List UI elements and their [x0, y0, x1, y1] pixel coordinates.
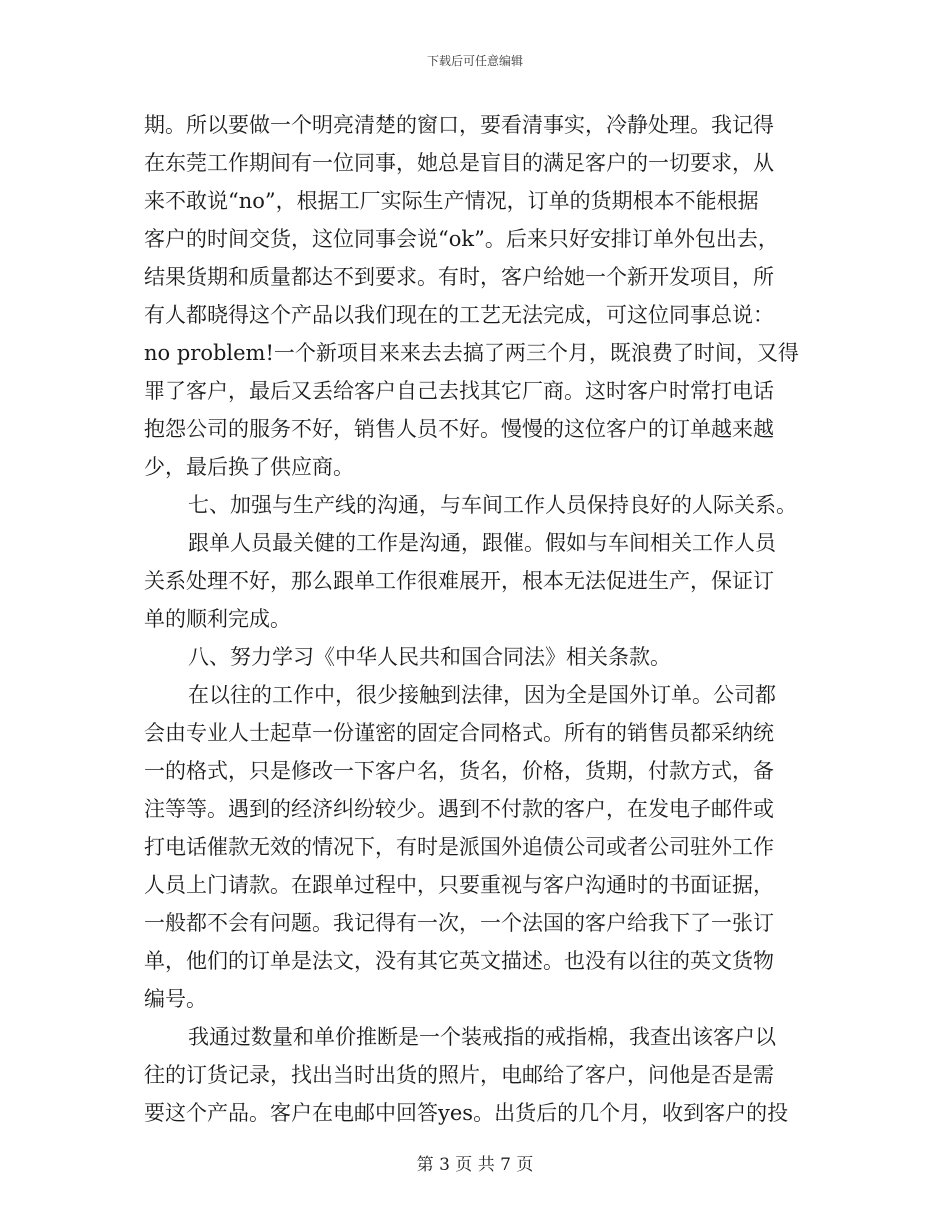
body-line: 单的顺利完成。 — [144, 607, 291, 631]
body-line: 一的格式，只是修改一下客户名，货名，价格，货期，付款方式，备 — [144, 759, 774, 783]
body-line: 会由专业人士起草一份谨密的固定合同格式。所有的销售员都采纳统 — [144, 721, 774, 745]
body-line: 我通过数量和单价推断是一个装戒指的戒指棉，我查出该客户以 — [188, 1025, 776, 1049]
body-line: 期。所以要做一个明亮清楚的窗口，要看清事实，冷静处理。我记得 — [144, 113, 774, 137]
body-line: 抱怨公司的服务不好，销售人员不好。慢慢的这位客户的订单越来越 — [144, 417, 774, 441]
body-line: 注等等。遇到的经济纠纷较少。遇到不付款的客户，在发电子邮件或 — [144, 797, 774, 821]
body-line: 客户的时间交货，这位同事会说“ok”。后来只好安排订单外包出去， — [144, 227, 779, 251]
body-line: 结果货期和质量都达不到要求。有时，客户给她一个新开发项目，所 — [144, 265, 774, 289]
body-line: 编号。 — [144, 987, 207, 1011]
body-line: 人员上门请款。在跟单过程中，只要重视与客户沟通时的书面证据， — [144, 873, 774, 897]
body-line: 罪了客户，最后又丢给客户自己去找其它厂商。这时客户时常打电话 — [144, 379, 774, 403]
body-line: 单，他们的订单是法文，没有其它英文描述。也没有以往的英文货物 — [144, 949, 774, 973]
body-line: 要这个产品。客户在电邮中回答yes。出货后的几个月，收到客户的投 — [144, 1101, 789, 1125]
section-heading: 七、加强与生产线的沟通，与车间工作人员保持良好的人际关系。 — [188, 493, 797, 517]
body-line: no problem!一个新项目来来去去搞了两三个月，既浪费了时间，又得 — [144, 341, 799, 365]
body-line: 跟单人员最关健的工作是沟通，跟催。假如与车间相关工作人员 — [188, 531, 776, 555]
body-line: 来不敢说“no”，根据工厂实际生产情况，订单的货期根本不能根据 — [144, 189, 759, 213]
page-number: 第 3 页 共 7 页 — [416, 1155, 534, 1175]
body-line: 在东莞工作期间有一位同事，她总是盲目的满足客户的一切要求，从 — [144, 151, 774, 175]
document-body — [144, 106, 806, 1132]
body-line: 往的订货记录，找出当时出货的照片，电邮给了客户，问他是否是需 — [144, 1063, 774, 1087]
body-line: 一般都不会有问题。我记得有一次，一个法国的客户给我下了一张订 — [144, 911, 774, 935]
body-line: 在以往的工作中，很少接触到法律，因为全是国外订单。公司都 — [188, 683, 776, 707]
body-line: 有人都晓得这个产品以我们现在的工艺无法完成，可这位同事总说： — [144, 303, 774, 327]
body-line: 少，最后换了供应商。 — [144, 455, 354, 479]
body-line: 打电话催款无效的情况下，有时是派国外追债公司或者公司驻外工作 — [144, 835, 774, 859]
section-heading: 八、努力学习《中华人民共和国合同法》相关条款。 — [188, 645, 671, 669]
page-header: 下载后可任意编辑 — [426, 54, 523, 68]
body-line: 关系处理不好，那么跟单工作很难展开，根本无法促进生产，保证订 — [144, 569, 774, 593]
